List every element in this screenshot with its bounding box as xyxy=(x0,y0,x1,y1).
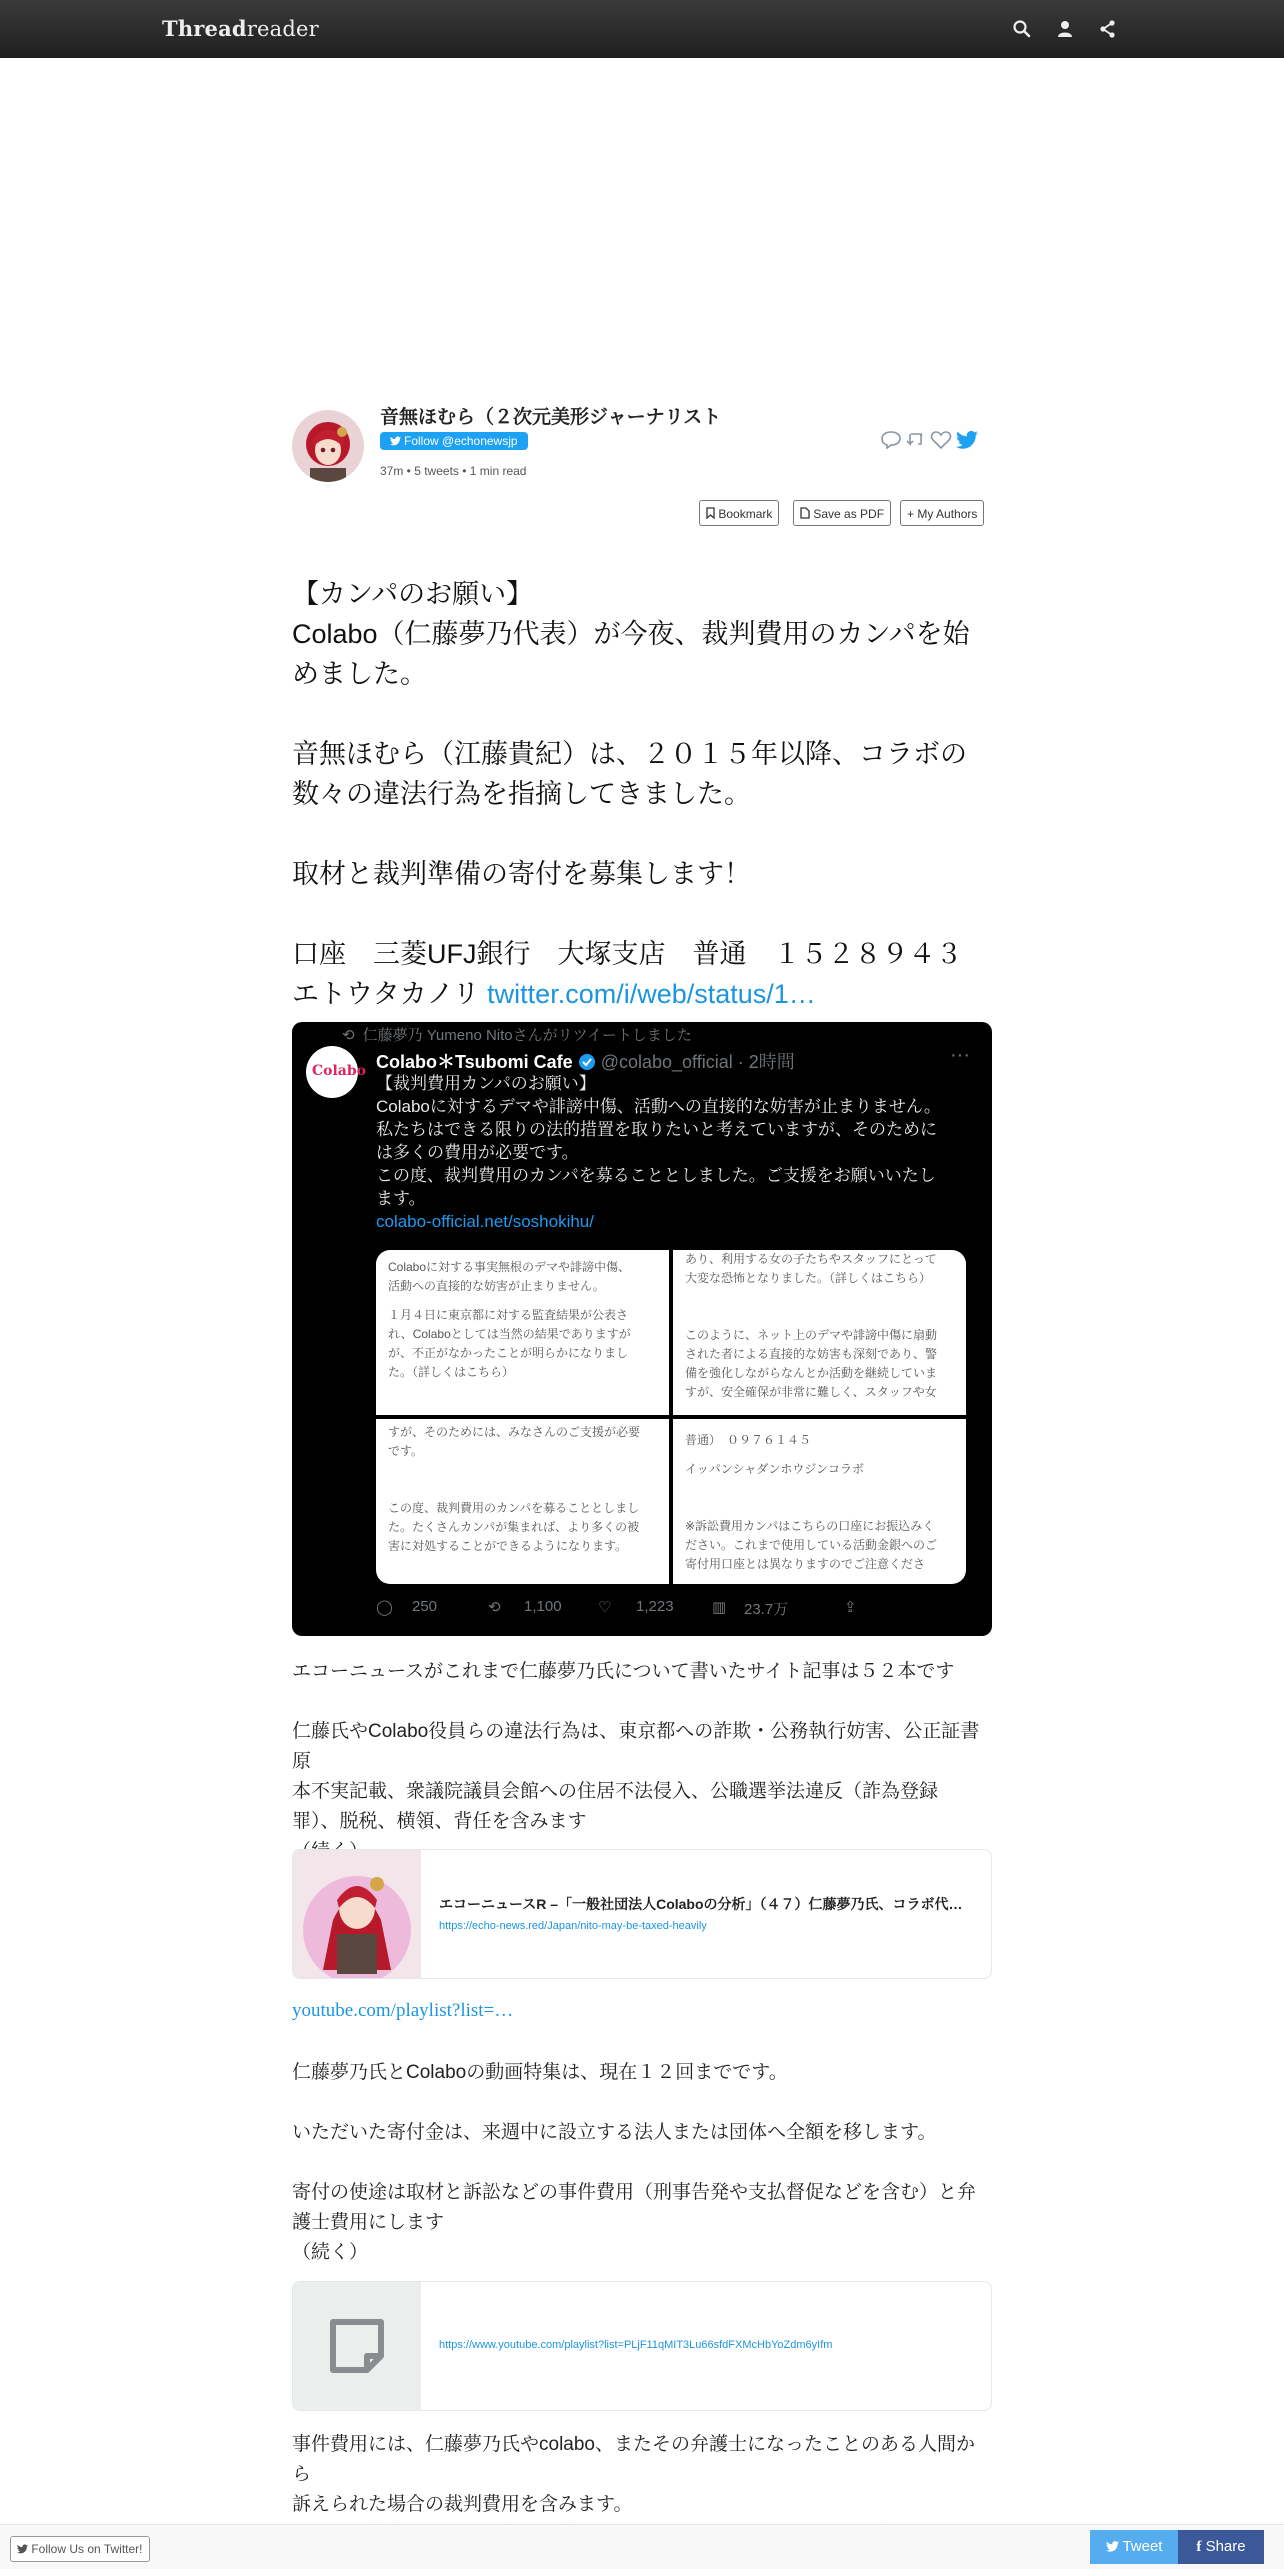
tweet-text: エトウタカノリ xyxy=(292,979,480,1009)
embed-body: 【裁判費用カンパのお願い】 Colaboに対するデマや誹謗中傷、活動への直接的な妨害が止まりません。 私たちはできる限りの法的措置を取りたいと考えていますが、そのために は多くの費用が必要です。 この度、裁判費用のカンパを募ることとしました。ご支援をお願いいたし ます。 colabo-official.net/soshokihu/ xyxy=(376,1074,941,1231)
tweet-text: 口座 三菱UFJ銀行 大塚支店 普通 １５２８９４３ xyxy=(292,939,963,969)
follow-button[interactable]: Follow @echonewsjp xyxy=(380,432,528,450)
bookmark-button[interactable]: Bookmark xyxy=(699,500,779,526)
tweet-text: 音無ほむら（江藤貴紀）は、２０１５年以降、コラボの数々の違法行為を指摘してきました。 xyxy=(292,739,967,809)
facebook-share-button[interactable]: f Share xyxy=(1178,2530,1264,2564)
ad-space xyxy=(0,58,1284,388)
image-panel-1: Colaboに対する事実無根のデマや誹謗中傷、 活動への直接的な妨害が止まりません。 １月４日に東京都に対する監査結果が公表さ れ、Colaboとしては当然の結果でありますが が、不正がなかったことが明らかになりまし た。（詳しくはこちら） xyxy=(376,1250,669,1415)
tweet-text: 仁藤氏やColabo役員らの違法行為は、東京都への詐欺・公務執行妨害、公正証書原 xyxy=(292,1721,980,1772)
tweet-text: （続く） xyxy=(292,2242,369,2263)
bottom-share-bar xyxy=(0,2524,1284,2569)
author-avatar[interactable] xyxy=(292,410,364,482)
user-icon[interactable] xyxy=(1055,19,1075,39)
tweet-text: 事件費用には、仁藤夢乃氏やcolabo、またその弁護士になったことのある人間から xyxy=(292,2434,975,2485)
tweet-text: 【カンパのお願い】 xyxy=(292,579,534,609)
tweet-text: 護士費用にします xyxy=(292,2212,445,2233)
link-card-youtube[interactable] xyxy=(292,2281,992,2411)
tweet-text: 寄付の使途は取材と訴訟などの事件費用（刑事告発や支払督促などを含む）と弁 xyxy=(292,2182,977,2203)
retweet-icon[interactable] xyxy=(905,430,927,450)
image-panel-2: あり、利用する女の子たちやスタッフにとって 大変な恐怖となりました。（詳しくはこちら） このように、ネット上のデマや誹謗中傷に扇動 された者による直接的な妨害も深刻であり、警 備を強化しながらなんとか活動を継続していま すが、安全確保が非常に難しく、スタッフや女 xyxy=(673,1250,966,1415)
thread-meta: 37m • 5 tweets • 1 min read xyxy=(380,464,527,478)
link-card-placeholder xyxy=(293,2282,421,2410)
twitter-icon[interactable] xyxy=(956,430,978,450)
embedded-tweet-image[interactable]: ⟲ 仁藤夢乃 Yumeno Nitoさんがリツイートしました Colabo Colabo＊Tsubomi Cafe @colabo_official · 2時間 ··· 【裁判費用カンパのお願い】 Colaboに対するデマや誹謗中傷、活動への直接的な妨害が止まりません。 私たちはできる限りの法的措置を取りたいと考えていますが、そのために は多くの費用が必要です。 この度、裁判費用のカンパを募ることとしました。ご支援をお願いいたし ます。 colabo-official.net/soshokihu/ Colaboに対する事実無根のデマや誹謗中傷、 活動への直接的な妨害が止まりません。 １月４日に東京都に対する監査結果が公表さ れ、Colaboとしては当然の結果でありますが が、不正がなかったことが明らかになりまし た。（詳しくはこちら） あり、利用する女の子たちやスタッフにとって 大変な恐怖となりました。（詳しくはこちら） このように、ネット上のデマや誹謗中傷に扇動 された者による直接的な妨害も深刻であり、警 備を強化しながらなんとか活動を継続していま すが、安全確保が非常に難しく、スタッフや女 すが、そのためには、みなさんのご支援が必要 です。 この度、裁判費用のカンパを募ることとしまし た。たくさんカンパが集まれば、より多くの被 害に対処することができるようになります。 普通） ０９７６１４５ イッパンシャダンホウジンコラボ ※訴訟費用カンパはこちらの口座にお振込みく ださい。これまで使用している活動金銀へのご 寄付用口座とは異なりますのでご注意くださ ◯ 250 ⟲ 1,100 ♡ 1,223 ▥ 23.7万 ⇪ xyxy=(292,1022,992,1636)
retweet-icon: ⟲ xyxy=(488,1599,501,1616)
file-icon xyxy=(800,507,810,519)
retweet-note: ⟲ 仁藤夢乃 Yumeno Nitoさんがリツイートしました xyxy=(342,1027,692,1044)
more-icon: ··· xyxy=(950,1044,970,1066)
share-icon[interactable] xyxy=(1098,19,1118,39)
tweet-3 xyxy=(292,2058,992,2268)
tweet-text: 仁藤夢乃氏とColaboの動画特集は、現在１２回までです。 xyxy=(292,2062,788,2083)
link-card-thumbnail xyxy=(293,1850,421,1978)
author-name[interactable]: 音無ほむら（２次元美形ジャーナリスト xyxy=(380,407,722,428)
verified-badge-icon xyxy=(578,1053,596,1071)
top-navbar xyxy=(0,0,1284,58)
tweet-share-button[interactable]: Tweet xyxy=(1090,2530,1178,2564)
tweet-text: 本不実記載、衆議院議員会館への住居不法侵入、公職選挙法違反（詐為登録 xyxy=(292,1781,939,1802)
link-card-title: エコーニュースR –「一般社団法人Colaboの分析」（４７）仁藤夢乃氏、コラボ代… xyxy=(439,1896,963,1912)
reply-icon: ◯ xyxy=(376,1599,393,1616)
my-authors-button[interactable]: + My Authors xyxy=(900,500,984,526)
twitter-bird-icon xyxy=(17,2544,28,2554)
tweet-text: いただいた寄付金は、来週中に設立する法人または団体へ全額を移します。 xyxy=(292,2122,937,2143)
twitter-bird-icon xyxy=(1106,2541,1119,2552)
reply-icon[interactable] xyxy=(880,430,902,450)
tweet-text: エコーニュースがこれまで仁藤夢乃氏について書いたサイト記事は５２本です xyxy=(292,1661,955,1682)
tweet-2 xyxy=(292,1657,992,1867)
facebook-icon: f xyxy=(1196,2539,1202,2555)
tweet-link[interactable]: twitter.com/i/web/status/1… xyxy=(487,979,816,1009)
tweet-1 xyxy=(292,574,992,1014)
colabo-avatar: Colabo xyxy=(306,1046,358,1098)
link-card-echo-news[interactable] xyxy=(292,1849,992,1979)
tweet-text: 訴えられた場合の裁判費用を含みます。 xyxy=(292,2494,633,2515)
tweet-text: Colabo（仁藤夢乃代表）が今夜、裁判費用のカンパを始めました。 xyxy=(292,619,970,689)
twitter-bird-icon xyxy=(390,436,401,446)
search-icon[interactable] xyxy=(1012,19,1032,39)
link-card-url: https://www.youtube.com/playlist?list=PLjF11qMIT3Lu66sfdFXMcHbYoZdm6yIfm xyxy=(439,2339,833,2351)
like-icon: ♡ xyxy=(598,1599,612,1616)
bookmark-icon xyxy=(706,507,715,519)
save-pdf-button[interactable]: Save as PDF xyxy=(793,500,891,526)
image-panel-3: すが、そのためには、みなさんのご支援が必要 です。 この度、裁判費用のカンパを募ることとしまし た。たくさんカンパが集まれば、より多くの被 害に対処することができるようになります。 xyxy=(376,1419,669,1584)
link-card-url: https://echo-news.red/Japan/nito-may-be-taxed-heavily xyxy=(439,1920,707,1932)
brand-logo[interactable]: Threadreader xyxy=(162,16,319,41)
tweet-text: 罪）、脱税、横領、背任を含みます xyxy=(292,1811,587,1832)
embed-image-grid xyxy=(376,1250,966,1584)
follow-us-button[interactable]: Follow Us on Twitter! xyxy=(10,2536,150,2562)
like-icon[interactable] xyxy=(930,430,952,450)
retweet-icon: ⟲ xyxy=(342,1027,355,1044)
tweet-text: 取材と裁判準備の寄付を募集します！ xyxy=(292,859,751,889)
views-icon: ▥ xyxy=(712,1599,727,1616)
document-icon xyxy=(293,2282,421,2410)
image-panel-4: 普通） ０９７６１４５ イッパンシャダンホウジンコラボ ※訴訟費用カンパはこちらの口座にお振込みく ださい。これまで使用している活動金銀へのご 寄付用口座とは異なりますのでご注意くださ xyxy=(673,1419,966,1584)
youtube-playlist-link[interactable]: youtube.com/playlist?list=… xyxy=(292,2000,514,2021)
embed-account-name: Colabo＊Tsubomi Cafe @colabo_official · 2時間 xyxy=(376,1052,795,1072)
upload-icon: ⇪ xyxy=(844,1599,857,1616)
